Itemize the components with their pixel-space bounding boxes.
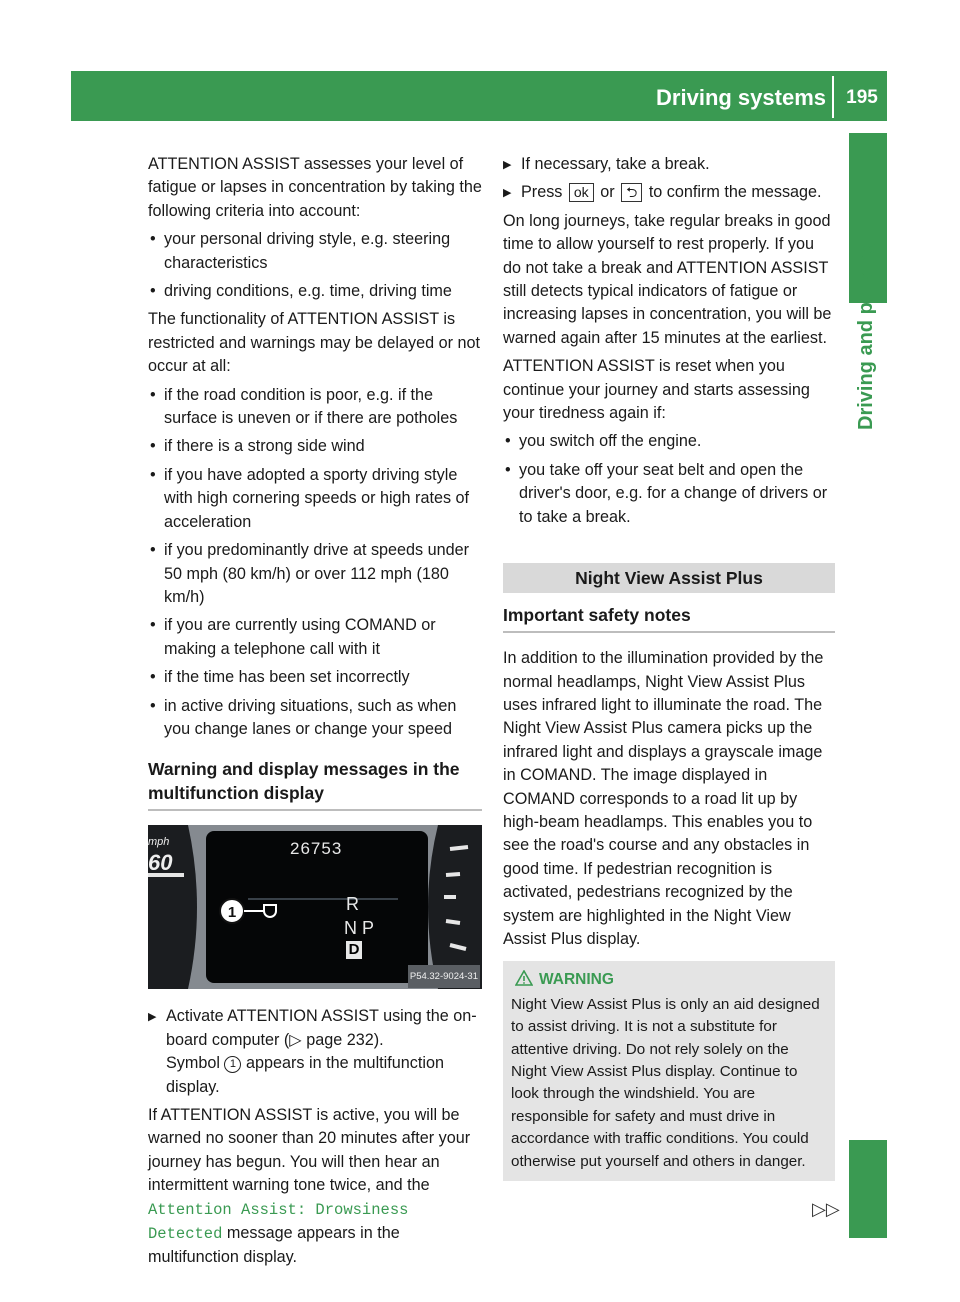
- chapter-label: Driving and parking: [855, 242, 877, 430]
- list-item: • you take off your seat belt and open the driver's door, e.g. for a change of drivers or to take a break.: [503, 459, 835, 529]
- right-column: [503, 153, 835, 1181]
- instruction-step: ▶ If necessary, take a break.: [503, 153, 835, 176]
- active-text-2: message appears in the multifunction display.: [148, 1224, 400, 1267]
- list-item: • you switch off the engine.: [503, 430, 835, 453]
- ok-button-icon: ok: [569, 183, 594, 202]
- active-paragraph: [148, 1104, 482, 1270]
- symbol-pre: Symbol: [166, 1054, 220, 1073]
- page-number: 195: [846, 87, 878, 108]
- section-title: Night View Assist Plus: [503, 563, 835, 593]
- display-message-1: Attention Assist: Drowsiness: [148, 1200, 409, 1219]
- warning-box: [503, 961, 835, 1181]
- continue-icon: ▷▷: [812, 1199, 840, 1219]
- page-title: Driving systems: [656, 85, 826, 110]
- callout-1-icon: 1: [224, 1056, 241, 1073]
- list-item: • driving conditions, e.g. time, driving time: [148, 280, 482, 303]
- left-column: [148, 153, 482, 1275]
- restricted-paragraph: The functionality of ATTENTION ASSIST is restricted and warnings may be delayed or not occur at all:: [148, 310, 481, 376]
- symbol-post: appears in the multifunction display.: [166, 1054, 444, 1096]
- figure-reference: P54.32-9024-31: [408, 965, 480, 988]
- subsection-heading: Important safety notes: [503, 603, 835, 633]
- callout-number: 1: [227, 904, 237, 922]
- instrument-cluster-figure: [148, 825, 482, 989]
- step2-mid: or: [600, 183, 615, 202]
- display-message-2: Detected: [148, 1225, 223, 1243]
- warning-heading: [511, 969, 827, 991]
- gear-np: N P: [344, 918, 375, 939]
- list-item: • if you are currently using COMAND or making a telephone call with it: [148, 614, 482, 661]
- section-heading: Warning and display messages in the multifunction display: [148, 757, 482, 811]
- list-item: • if you have adopted a sporty driving style with high cornering speeds or high rates of acceleration: [148, 464, 482, 534]
- list-item: • if the road condition is poor, e.g. if the surface is uneven or if there are potholes: [148, 384, 482, 431]
- list-item: • if there is a strong side wind: [148, 435, 482, 458]
- warning-text: Night View Assist Plus is only an aid designed to assist driving. It is not a substitute for attentive driving. Do not rely solely on the Night View Assist Plus display. Continue to look through the windshield. You are responsible for safety and must drive in accordance with traffic conditions. You could otherwise put yourself and others in danger.: [511, 995, 820, 1170]
- list-item: • your personal driving style, e.g. steering characteristics: [148, 228, 482, 275]
- warning-title: WARNING: [539, 971, 614, 989]
- night-view-paragraph: In addition to the illumination provided by the normal headlamps, Night View Assist Plus uses infrared light to illuminate the road. The Night View Assist Plus camera picks up the infrared light and displays a grayscale image in COMAND. The image displayed in COMAND corresponds to a road lit up by high-beam headlamps. This enables you to see the road's course and any obstacles in good time. If pedestrian recognition is activated, pedestrians recognized by the system are highlighted in the Night View Assist Plus display.: [503, 649, 824, 948]
- back-button-icon: ⮌: [621, 183, 642, 202]
- instruction-step: [148, 1005, 482, 1099]
- list-item: • if you predominantly drive at speeds under 50 mph (80 km/h) or over 112 mph (180 km/h): [148, 539, 482, 609]
- page-reference[interactable]: page 232).: [306, 1030, 384, 1049]
- active-text-1: If ATTENTION ASSIST is active, you will be warned no sooner than 20 minutes after your journey has begun. You will then hear an intermittent warning tone twice, and the: [148, 1105, 471, 1195]
- intro-paragraph: ATTENTION ASSIST assesses your level of fatigue or lapses in concentration by taking the following criteria into account:: [148, 155, 482, 220]
- step2-post: to confirm the message.: [648, 183, 822, 202]
- gear-r: R: [346, 894, 359, 915]
- instruction-step: [503, 181, 835, 204]
- speed-unit: mph: [148, 836, 170, 849]
- list-item: • if the time has been set incorrectly: [148, 666, 482, 689]
- header-divider: [832, 76, 834, 118]
- list-item: • in active driving situations, such as when you change lanes or change your speed: [148, 695, 482, 742]
- odometer: 26753: [290, 839, 343, 859]
- step2-pre: Press: [521, 183, 563, 202]
- speed-fragment: 60: [148, 850, 173, 876]
- side-marker: [849, 1140, 887, 1238]
- arrow-ref-icon: ▷: [289, 1030, 302, 1049]
- step-text: Activate ATTENTION ASSIST using the on-board computer (: [166, 1007, 477, 1049]
- reset-paragraph: ATTENTION ASSIST is reset when you continue your journey and starts assessing your tiredness again if:: [503, 357, 810, 423]
- warning-triangle-icon: [515, 970, 533, 986]
- long-journeys-paragraph: On long journeys, take regular breaks in good time to allow yourself to rest properly. If you do not take a break and ATTENTION ASSIST still detects typical indicators of fatigue or increasing lapses in concentration, you will be warned again after 15 minutes at the earliest.: [503, 211, 832, 347]
- gear-d: D: [346, 941, 362, 959]
